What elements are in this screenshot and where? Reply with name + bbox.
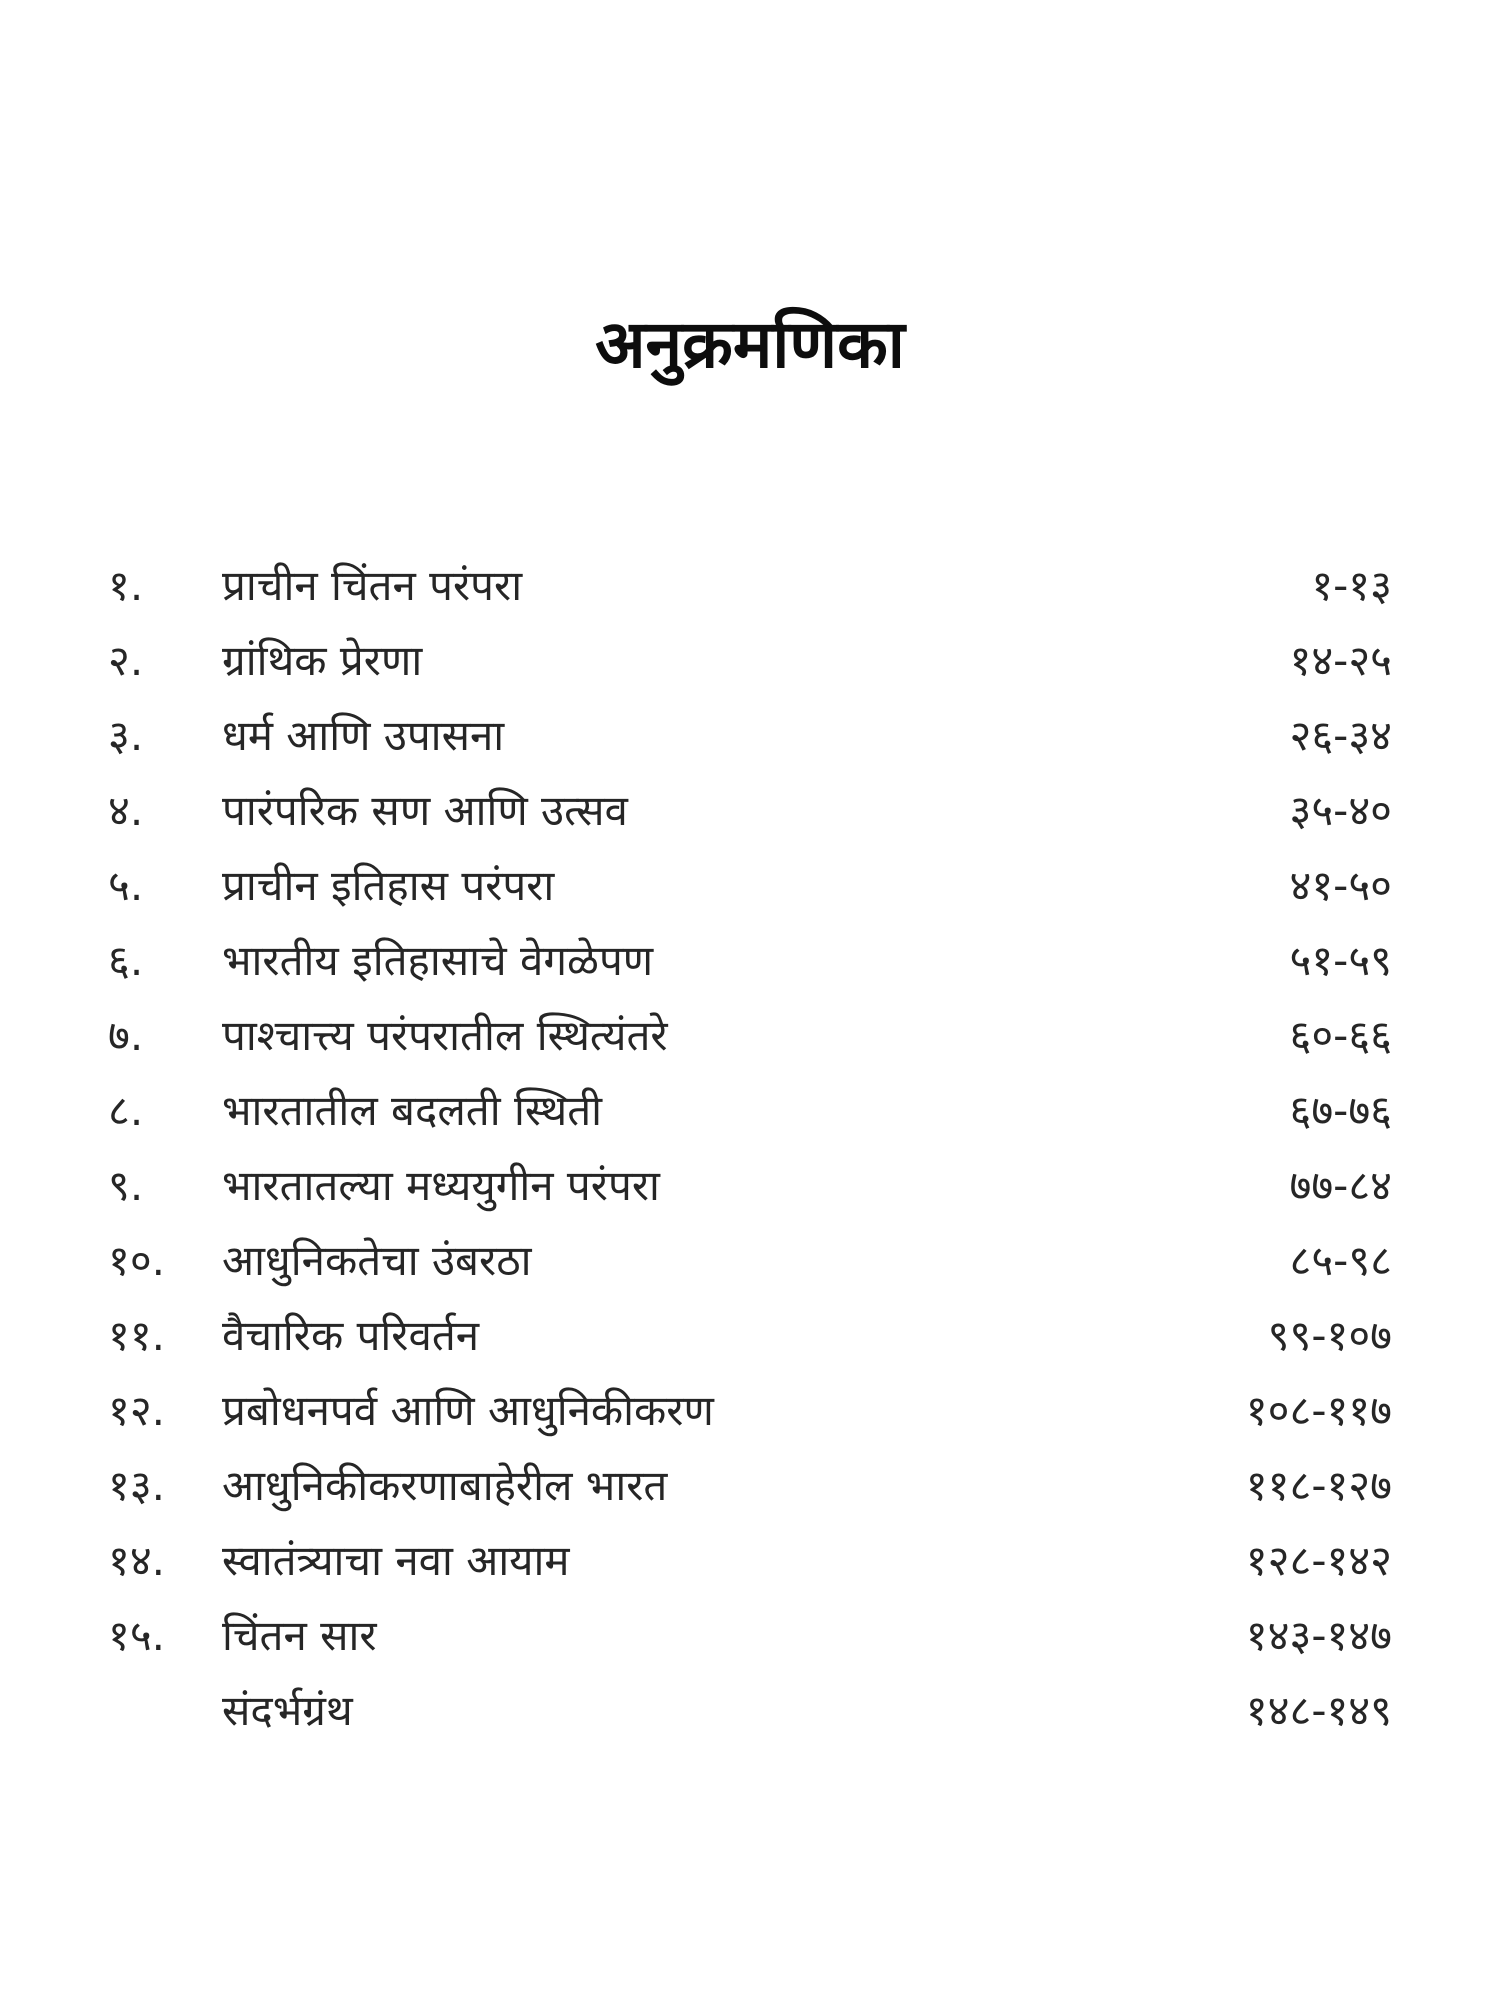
toc-entry-title: भारतीय इतिहासाचे वेगळेपण bbox=[222, 936, 654, 985]
toc-entry-pages: ८५-९८ bbox=[1289, 1236, 1392, 1285]
toc-entry-pages: ११८-१२७ bbox=[1245, 1461, 1392, 1510]
toc-entry-title: प्राचीन इतिहास परंपरा bbox=[222, 861, 555, 910]
toc-entry-number: ९. bbox=[108, 1161, 144, 1210]
page-title: अनुक्रमणिका bbox=[595, 306, 905, 383]
toc-entry-title: धर्म आणि उपासना bbox=[222, 711, 505, 760]
toc-entry-title: भारतातल्या मध्ययुगीन परंपरा bbox=[222, 1161, 660, 1210]
toc-entry bbox=[0, 623, 1500, 698]
toc-entry bbox=[0, 1073, 1500, 1148]
toc-entry-pages: ४१-५० bbox=[1289, 861, 1392, 910]
toc-entry-title: आधुनिकीकरणाबाहेरील भारत bbox=[222, 1461, 668, 1510]
toc-entry-number: २. bbox=[108, 636, 144, 685]
toc-entry-title: संदर्भग्रंथ bbox=[222, 1686, 353, 1735]
toc-entry-title: भारतातील बदलती स्थिती bbox=[222, 1086, 603, 1135]
toc-entry-title: आधुनिकतेचा उंबरठा bbox=[222, 1236, 532, 1285]
toc-entry-title: वैचारिक परिवर्तन bbox=[222, 1311, 480, 1360]
toc-entry-pages: ५१-५९ bbox=[1289, 936, 1392, 985]
toc-entry-number: ८. bbox=[108, 1086, 144, 1135]
toc-entry-number: ३. bbox=[108, 711, 144, 760]
toc-entry-number: ७. bbox=[108, 1011, 144, 1060]
toc-entry bbox=[0, 923, 1500, 998]
toc-entry bbox=[0, 1373, 1500, 1448]
toc-entry-number: ११. bbox=[108, 1311, 166, 1360]
toc-entry-title: प्रबोधनपर्व आणि आधुनिकीकरण bbox=[222, 1386, 714, 1435]
toc-entry-title: पारंपरिक सण आणि उत्सव bbox=[222, 786, 628, 835]
toc-entry bbox=[0, 1148, 1500, 1223]
toc-entry-title: चिंतन सार bbox=[222, 1611, 377, 1660]
toc-entry-title: ग्रांथिक प्रेरणा bbox=[222, 636, 423, 685]
toc-entry-title: प्राचीन चिंतन परंपरा bbox=[222, 561, 523, 610]
toc-entry bbox=[0, 1598, 1500, 1673]
toc-entry-pages: १२८-१४२ bbox=[1245, 1536, 1392, 1585]
toc-entry-number: १. bbox=[108, 561, 144, 610]
table-of-contents bbox=[0, 548, 1500, 1748]
toc-entry-number: १४. bbox=[108, 1536, 166, 1585]
toc-entry-number: ४. bbox=[108, 786, 144, 835]
toc-entry bbox=[0, 1223, 1500, 1298]
toc-entry bbox=[0, 1298, 1500, 1373]
toc-entry-pages: ९९-१०७ bbox=[1267, 1311, 1392, 1360]
toc-entry-title: पाश्चात्त्य परंपरातील स्थित्यंतरे bbox=[222, 1011, 668, 1060]
toc-entry-pages: १-१३ bbox=[1311, 561, 1392, 610]
toc-entry bbox=[0, 548, 1500, 623]
toc-entry-number: १३. bbox=[108, 1461, 166, 1510]
toc-entry bbox=[0, 848, 1500, 923]
toc-entry-pages: ७७-८४ bbox=[1289, 1161, 1392, 1210]
toc-entry-pages: १४३-१४७ bbox=[1245, 1611, 1392, 1660]
toc-entry-title: स्वातंत्र्याचा नवा आयाम bbox=[222, 1536, 570, 1585]
toc-entry-number: ६. bbox=[108, 936, 144, 985]
toc-entry-number: ५. bbox=[108, 861, 144, 910]
toc-entry-pages: २६-३४ bbox=[1289, 711, 1392, 760]
toc-entry bbox=[0, 1523, 1500, 1598]
toc-entry-pages: ६०-६६ bbox=[1289, 1011, 1392, 1060]
toc-entry-pages: ३५-४० bbox=[1289, 786, 1392, 835]
toc-entry bbox=[0, 998, 1500, 1073]
toc-entry-number: १५. bbox=[108, 1611, 166, 1660]
toc-entry-pages: १४८-१४९ bbox=[1245, 1686, 1392, 1735]
toc-entry bbox=[0, 1448, 1500, 1523]
toc-entry bbox=[0, 773, 1500, 848]
toc-entry-pages: ६७-७६ bbox=[1289, 1086, 1392, 1135]
toc-entry-number: १२. bbox=[108, 1386, 166, 1435]
toc-entry bbox=[0, 1673, 1500, 1748]
toc-entry-number: १०. bbox=[108, 1236, 166, 1285]
toc-entry-pages: १०८-११७ bbox=[1245, 1386, 1392, 1435]
toc-entry bbox=[0, 698, 1500, 773]
toc-entry-pages: १४-२५ bbox=[1289, 636, 1392, 685]
